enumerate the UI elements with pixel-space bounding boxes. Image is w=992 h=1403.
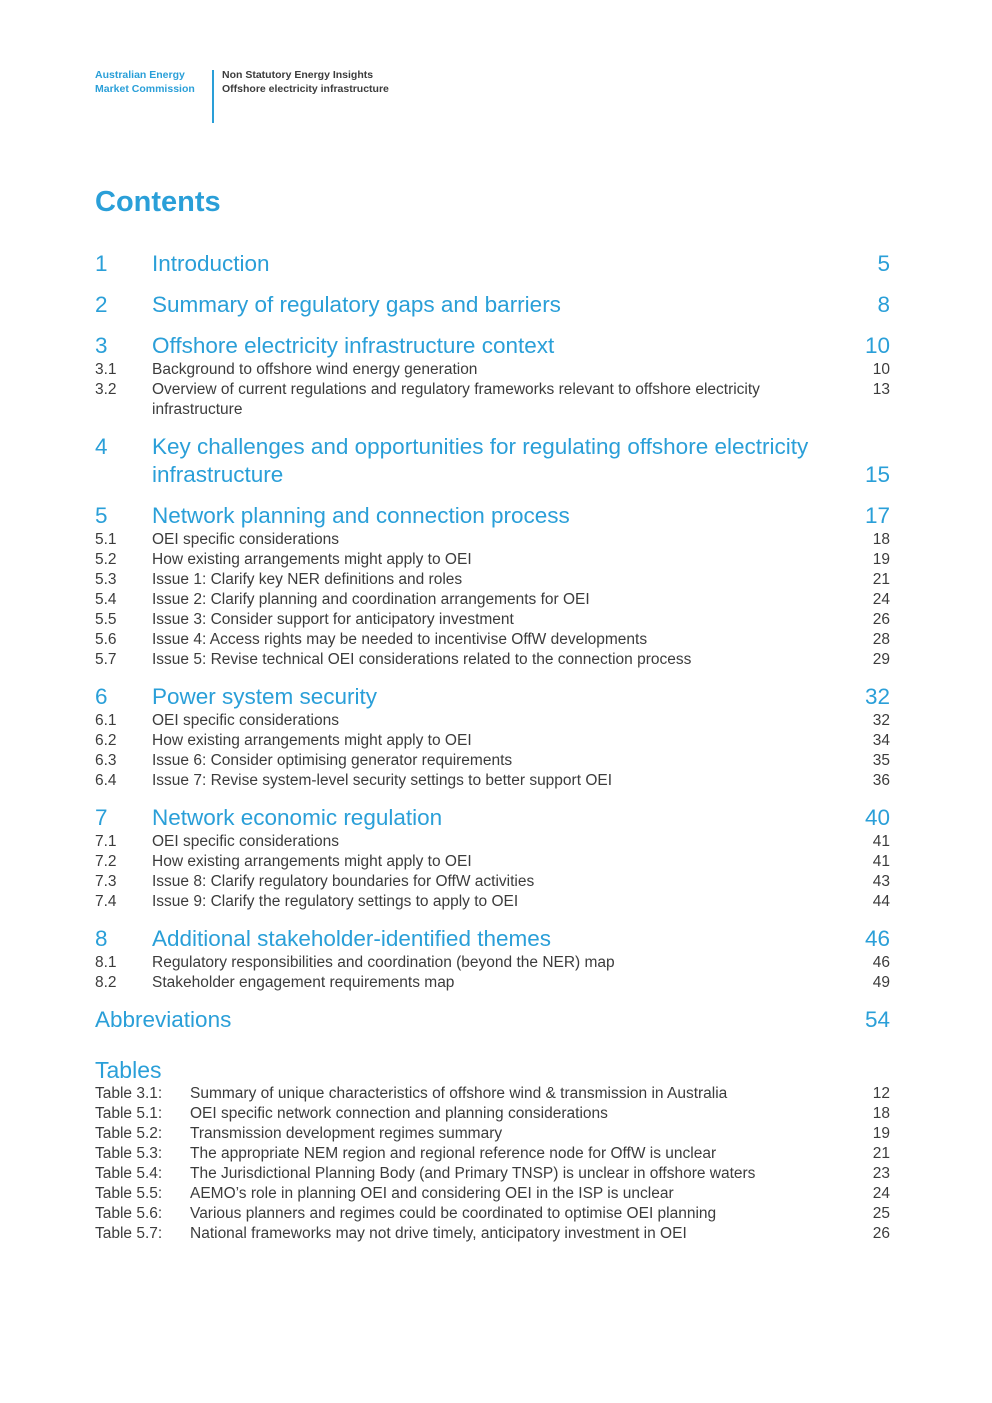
- toc-section-entry[interactable]: [95, 925, 890, 953]
- toc-section-number: 1: [95, 251, 108, 276]
- toc-subsection-page: 13: [872, 381, 890, 398]
- toc-subsection-number: 7.1: [95, 833, 117, 850]
- toc-section-title: Offshore electricity infrastructure context: [152, 333, 555, 358]
- table-page: 24: [872, 1185, 890, 1202]
- toc-subsection-page: 18: [872, 531, 890, 548]
- toc-section-number: 7: [95, 805, 108, 830]
- toc-subsection-entry[interactable]: [95, 610, 890, 630]
- toc-section-entry[interactable]: [95, 291, 890, 319]
- table-label: Table 5.4:: [95, 1165, 163, 1182]
- toc-section-number: 3: [95, 333, 108, 358]
- table-page: 19: [872, 1125, 890, 1142]
- toc-subsection-title: Issue 5: Revise technical OEI considerations related to the connection process: [152, 651, 692, 668]
- toc-subsection-entry[interactable]: [95, 872, 890, 892]
- toc-subsection-entry[interactable]: [95, 953, 890, 973]
- toc-subsection-number: 5.1: [95, 531, 117, 548]
- table-label: Table 5.5:: [95, 1185, 163, 1202]
- toc-subsection-title: Stakeholder engagement requirements map: [152, 974, 455, 991]
- toc-subsection-page: 32: [872, 712, 890, 729]
- toc-section-entry[interactable]: [95, 250, 890, 278]
- toc-subsection-page: 41: [872, 833, 890, 850]
- toc-section-page: 10: [864, 333, 890, 358]
- toc-subsection-number: 5.2: [95, 551, 117, 568]
- toc-subsection-page: 21: [872, 571, 890, 588]
- toc-subsection-entry[interactable]: [95, 751, 890, 771]
- tables-list-entry[interactable]: [95, 1104, 890, 1124]
- toc-section-page: 15: [864, 462, 890, 487]
- toc-subsection-number: 7.2: [95, 853, 117, 870]
- toc-section-entry[interactable]: [95, 332, 890, 360]
- toc-section-page: 40: [864, 805, 890, 830]
- toc-subsection-title: Issue 2: Clarify planning and coordination arrangements for OEI: [152, 591, 590, 608]
- table-label: Table 5.2:: [95, 1125, 163, 1142]
- document-title: Offshore electricity infrastructure: [222, 83, 389, 95]
- table-label: Table 3.1:: [95, 1085, 163, 1102]
- toc-subsection-page: 24: [872, 591, 890, 608]
- toc-subsection-entry[interactable]: [95, 550, 890, 570]
- toc-section-title: Power system security: [152, 684, 378, 709]
- toc-subsection-entry[interactable]: [95, 360, 890, 380]
- toc-subsection-page: 36: [872, 772, 890, 789]
- toc-subsection-title: Regulatory responsibilities and coordination (beyond the NER) map: [152, 954, 615, 971]
- toc-subsection-page: 26: [872, 611, 890, 628]
- toc-subsection-number: 5.5: [95, 611, 117, 628]
- toc-section: [95, 683, 890, 791]
- table-page: 12: [872, 1085, 890, 1102]
- tables-list-entry[interactable]: [95, 1224, 890, 1244]
- toc-section: [95, 291, 890, 319]
- toc-subsection-page: 29: [872, 651, 890, 668]
- toc-section-number: 6: [95, 684, 108, 709]
- toc-subsection-number: 5.7: [95, 651, 117, 668]
- toc-section-entry[interactable]: [95, 683, 890, 711]
- toc-subsection-title: Background to offshore wind energy generation: [152, 361, 478, 378]
- toc-subsection-title: Issue 3: Consider support for anticipatory investment: [152, 611, 514, 628]
- toc-section-page: 8: [877, 292, 890, 317]
- toc-subsection-entry[interactable]: [95, 731, 890, 751]
- toc-subsection-title: Issue 9: Clarify the regulatory settings to apply to OEI: [152, 893, 519, 910]
- table-label: Table 5.6:: [95, 1205, 163, 1222]
- toc-section-number: 4: [95, 434, 108, 459]
- document-identifier: [222, 68, 389, 96]
- toc-section-page: 5: [877, 251, 890, 276]
- toc-abbreviations-page: 54: [864, 1007, 890, 1032]
- toc-subsection-entry[interactable]: [95, 852, 890, 872]
- toc-section-title: Network planning and connection process: [152, 503, 570, 528]
- toc-section-number: 8: [95, 926, 108, 951]
- toc-subsection-entry[interactable]: [95, 380, 890, 420]
- toc-subsection-entry[interactable]: [95, 892, 890, 912]
- table-title: National frameworks may not drive timely, anticipatory investment in OEI: [190, 1225, 687, 1242]
- toc-subsection-number: 3.1: [95, 361, 117, 378]
- toc-subsection-title: Overview of current regulations and regulatory frameworks relevant to offshore electricity infrastructure: [152, 381, 760, 418]
- toc-section-page: 46: [864, 926, 890, 951]
- table-page: 23: [872, 1165, 890, 1182]
- toc-subsection-entry[interactable]: [95, 832, 890, 852]
- tables-list-entry[interactable]: [95, 1084, 890, 1104]
- toc-subsection-page: 10: [872, 361, 890, 378]
- toc-section: [95, 433, 890, 489]
- toc-section: [95, 250, 890, 278]
- table-title: The appropriate NEM region and regional reference node for OffW is unclear: [190, 1145, 717, 1162]
- toc-subsection-number: 5.6: [95, 631, 117, 648]
- toc-subsection-entry[interactable]: [95, 973, 890, 993]
- organisation-name: [95, 68, 195, 96]
- table-title: OEI specific network connection and planning considerations: [190, 1105, 608, 1122]
- header-divider: [212, 70, 214, 123]
- toc-sections: [95, 250, 890, 993]
- toc-subsection-number: 6.1: [95, 712, 117, 729]
- toc-abbreviations-title: Abbreviations: [95, 1007, 232, 1032]
- table-page: 25: [872, 1205, 890, 1222]
- toc-subsection-entry[interactable]: [95, 650, 890, 670]
- toc-subsection-number: 8.2: [95, 974, 117, 991]
- toc-section-title: Additional stakeholder-identified themes: [152, 926, 551, 951]
- toc-subsection-number: 5.3: [95, 571, 117, 588]
- toc-subsection-title: How existing arrangements might apply to OEI: [152, 551, 472, 568]
- tables-heading: Tables: [95, 1057, 162, 1083]
- tables-list-entry[interactable]: [95, 1144, 890, 1164]
- toc-subsection-page: 19: [872, 551, 890, 568]
- page-title: Contents: [95, 186, 221, 218]
- toc-subsection-page: 34: [872, 732, 890, 749]
- toc-subsection-number: 6.3: [95, 752, 117, 769]
- toc-section-title: Summary of regulatory gaps and barriers: [152, 292, 561, 317]
- table-label: Table 5.1:: [95, 1105, 163, 1122]
- toc-subsection-number: 5.4: [95, 591, 117, 608]
- tables-list-entry[interactable]: [95, 1164, 890, 1184]
- toc-subsection-title: OEI specific considerations: [152, 712, 339, 729]
- toc-subsection-entry[interactable]: [95, 771, 890, 791]
- toc-subsection-title: Issue 6: Consider optimising generator requirements: [152, 752, 513, 769]
- toc-section: [95, 925, 890, 993]
- table-title: The Jurisdictional Planning Body (and Primary TNSP) is unclear in offshore waters: [190, 1165, 756, 1182]
- toc-section-title: Network economic regulation: [152, 805, 443, 830]
- toc-subsection-title: OEI specific considerations: [152, 531, 339, 548]
- toc-subsection-page: 43: [872, 873, 890, 890]
- table-page: 18: [872, 1105, 890, 1122]
- toc-subsection-title: Issue 4: Access rights may be needed to incentivise OffW developments: [152, 631, 648, 648]
- tables-list-entry[interactable]: [95, 1204, 890, 1224]
- document-series: Non Statutory Energy Insights: [222, 69, 374, 81]
- toc-section-number: 2: [95, 292, 108, 317]
- organisation-name-line-2: Market Commission: [95, 83, 195, 95]
- toc-section-entry[interactable]: [95, 804, 890, 832]
- toc-subsection-page: 44: [872, 893, 890, 910]
- table-page: 26: [872, 1225, 890, 1242]
- toc-abbreviations[interactable]: [95, 1006, 890, 1034]
- toc-subsection-number: 3.2: [95, 381, 117, 398]
- toc-section: [95, 332, 890, 420]
- toc-subsection-number: 7.4: [95, 893, 117, 910]
- toc-subsection-page: 49: [872, 974, 890, 991]
- toc-subsection-title: Issue 1: Clarify key NER definitions and roles: [152, 571, 463, 588]
- toc-subsection-entry[interactable]: [95, 630, 890, 650]
- toc-subsection-entry[interactable]: [95, 590, 890, 610]
- toc-section-page: 17: [864, 503, 890, 528]
- toc-subsection-page: 35: [872, 752, 890, 769]
- toc-section-number: 5: [95, 503, 108, 528]
- table-label: Table 5.7:: [95, 1225, 163, 1242]
- toc-subsection-page: 28: [872, 631, 890, 648]
- toc-subsection-title: How existing arrangements might apply to OEI: [152, 853, 472, 870]
- toc-subsection-title: Issue 7: Revise system-level security settings to better support OEI: [152, 772, 613, 789]
- toc-section-title: Introduction: [152, 251, 270, 276]
- toc-section-entry[interactable]: [95, 502, 890, 530]
- toc-subsection-number: 6.4: [95, 772, 117, 789]
- toc-subsection-page: 41: [872, 853, 890, 870]
- table-label: Table 5.3:: [95, 1145, 163, 1162]
- toc-subsection-entry[interactable]: [95, 570, 890, 590]
- toc-section: [95, 804, 890, 912]
- toc-section-page: 32: [864, 684, 890, 709]
- table-page: 21: [872, 1145, 890, 1162]
- toc-subsection-title: Issue 8: Clarify regulatory boundaries for OffW activities: [152, 873, 535, 890]
- tables-list-entry[interactable]: [95, 1184, 890, 1204]
- table-title: AEMO’s role in planning OEI and considering OEI in the ISP is unclear: [190, 1185, 674, 1202]
- table-title: Summary of unique characteristics of offshore wind & transmission in Australia: [190, 1085, 728, 1102]
- toc-section: [95, 502, 890, 670]
- table-title: Transmission development regimes summary: [190, 1125, 503, 1142]
- toc-subsection-entry[interactable]: [95, 530, 890, 550]
- toc-section-title: Key challenges and opportunities for regulating offshore electricity infrastructure: [152, 434, 809, 487]
- table-of-contents: [95, 250, 890, 1244]
- toc-section-entry[interactable]: [95, 433, 890, 489]
- organisation-name-line-1: Australian Energy: [95, 69, 185, 81]
- toc-subsection-number: 6.2: [95, 732, 117, 749]
- tables-list: [95, 1084, 890, 1244]
- toc-subsection-number: 7.3: [95, 873, 117, 890]
- table-title: Various planners and regimes could be coordinated to optimise OEI planning: [190, 1205, 717, 1222]
- toc-subsection-title: OEI specific considerations: [152, 833, 339, 850]
- toc-subsection-page: 46: [872, 954, 890, 971]
- toc-subsection-entry[interactable]: [95, 711, 890, 731]
- toc-subsection-number: 8.1: [95, 954, 117, 971]
- toc-subsection-title: How existing arrangements might apply to OEI: [152, 732, 472, 749]
- tables-list-entry[interactable]: [95, 1124, 890, 1144]
